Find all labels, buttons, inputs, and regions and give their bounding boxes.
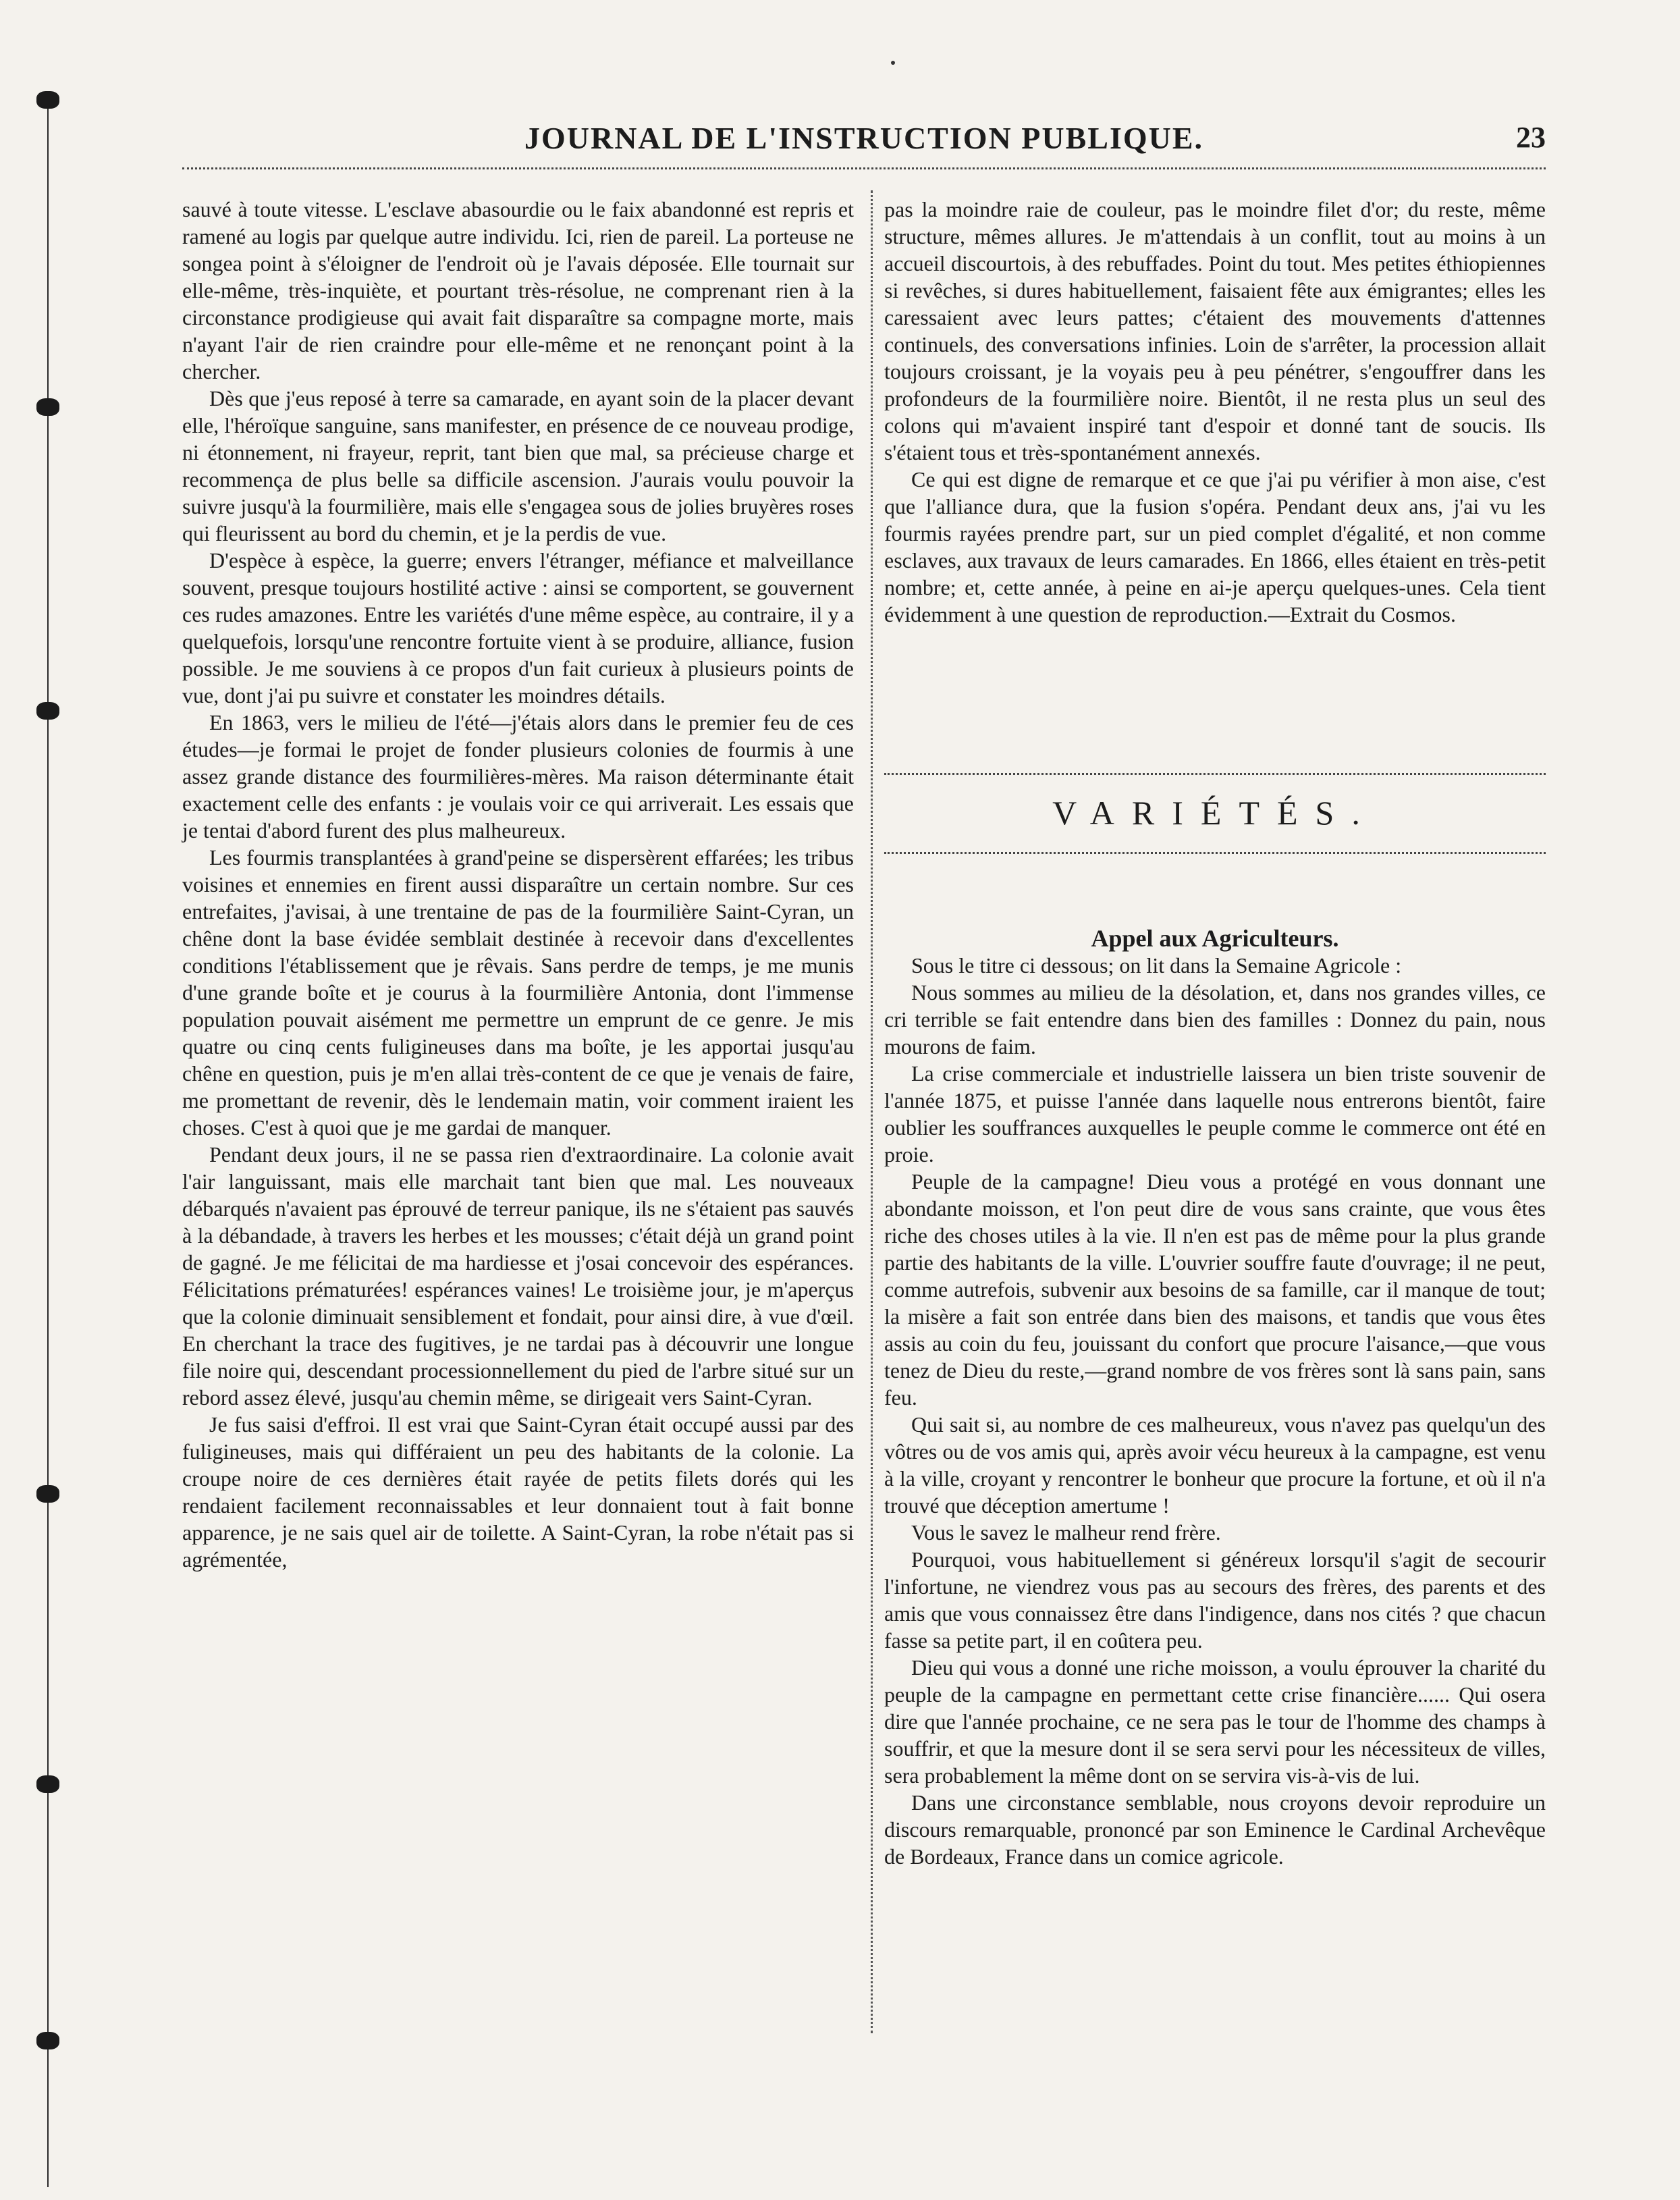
paragraph: Nous sommes au milieu de la désolation, et, dans nos grandes villes, ce cri terrible se fait entendre dans bien des familles : Donnez du pain, nous mourons de faim. — [884, 980, 1546, 1058]
paragraph: En 1863, vers le milieu de l'été—j'étais alors dans le premier feu de ces études—je formai le projet de fonder plusieurs colonies de fourmis à une assez grande distance des fourmilières-mères. Ma raison déterminante était exactement celle des enfants : je voulais voir ce qui arriverait. Les essais que je tentai d'abord furent des plus malheureux. — [182, 710, 854, 842]
binding-mark — [36, 1485, 59, 1503]
journal-title: JOURNAL DE L'INSTRUCTION PUBLIQUE. — [524, 121, 1204, 155]
paragraph: sauvé à toute vitesse. L'esclave abasourdie ou le faix abandonné est repris et ramené au logis par quelque autre individu. Ici, rien de pareil. La porteuse ne songea point à s'éloigner de l'endroit où je l'avais déposée. Elle tournait sur elle-même, très-inquiète, et pourtant très-résolue, ne comprenant rien à la circonstance prodigieuse qui avait fait disparaître sa compagne morte, mais n'ayant l'air de rien craindre pour elle-même et ne renonçant point à la chercher. — [182, 197, 854, 383]
section-rule-top — [884, 773, 1546, 775]
article-title: Appel aux Agriculteurs. — [1091, 925, 1339, 952]
paragraph: La crise commerciale et industrielle laissera un bien triste souvenir de l'année 1875, et puisse l'année dans laquelle nous entrerons bientôt, faire oublier les souffrances auxquelles le peuple comme le commerce ont été en proie. — [884, 1061, 1546, 1166]
paragraph: Vous le savez le malheur rend frère. — [911, 1520, 1221, 1545]
paragraph: Pourquoi, vous habituellement si généreux lorsqu'il s'agit de secourir l'infortune, ne viendrez vous pas au secours des frères, des parents et des amis que vous connaissez être dans l'indigence, dans nos cités ? que chacun fasse sa petite part, il en coûtera peu. — [884, 1547, 1546, 1653]
paragraph: Je fus saisi d'effroi. Il est vrai que Saint-Cyran était occupé aussi par des fuligineuses, mais qui différaient un peu des habitants de la colonie. La croupe noire de ces dernières était rayée de petits filets dorés qui les rendaient facilement reconnaissables et leur donnaient tout à fait bonne apparence, je ne sais quel air de toilette. A Saint-Cyran, la robe n'était pas si agrémentée, — [182, 1412, 854, 1572]
paragraph: pas la moindre raie de couleur, pas le moindre filet d'or; du reste, même structure, mêmes allures. Je m'attendais à un conflit, tout au moins à un accueil discourtois, à des rebuffades. Point du tout. Mes petites éthiopiennes si revêches, si dures habituellement, faisaient fête aux émigrantes; elles les caressaient avec leurs pattes; c'étaient des mouvements d'attennes continuels, des conversations infinies. Loin de s'arrêter, la procession allait toujours croissant, je la voyais peu à peu pénétrer, s'engouffrer dans les profondeurs de la fourmilière noire. Bientôt, il ne resta plus un seul des colons qui m'avaient inspiré tant d'espoir et donné tant de soucis. Ils s'étaient tous et très-spontanément annexés. — [884, 197, 1546, 464]
paragraph: Ce qui est digne de remarque et ce que j'ai pu vérifier à mon aise, c'est que l'alliance dura, que la fusion s'opéra. Pendant deux ans, j'ai vu les fourmis rayées prendre part, sur un pied complet d'égalité, et non comme esclaves, aux travaux de leurs camarades. En 1866, elles étaient en très-petit nombre; et, cette année, à peine en ai-je aperçu quelques-unes. Cela tient évidemment à une question de reproduction.—Extrait du Cosmos. — [884, 467, 1546, 626]
page-header — [182, 120, 1546, 161]
page-number: 23 — [1516, 121, 1546, 154]
binding-mark — [36, 398, 59, 416]
section-title: VARIÉTÉS. — [1052, 794, 1378, 832]
paragraph: Pendant deux jours, il ne se passa rien d'extraordinaire. La colonie avait l'air languissant, mais elle marchait tant bien que mal. Les nouveaux débarqués n'avaient pas éprouvé de terreur panique, ils ne s'étaient pas sauvés à la débandade, à travers les herbes et les mousses; c'était déjà un grand point de gagné. Je me félicitai de ma hardiesse et j'osai concevoir des espérances. Félicitations prématurées! espérances vaines! Le troisième jour, je m'aperçus que la colonie diminuait sensiblement et fondait, pour ainsi dire, à vue d'œil. En cherchant la trace des fugitives, je ne tardai pas à découvrir une longue file noire qui, descendant processionnellement du pied de l'arbre situé sur un rebord assez élevé, jusqu'au chemin même, se dirigeait vers Saint-Cyran. — [182, 1142, 854, 1410]
right-column-top — [884, 196, 1546, 628]
paragraph: D'espèce à espèce, la guerre; envers l'étranger, méfiance et malveillance souvent, presque toujours hostilité active : ainsi se comportent, se gouvernent ces rudes amazones. Entre les variétés d'une même espèce, au contraire, il y a quelquefois, lorsqu'une rencontre fortuite vient à se produire, alliance, fusion possible. Je me souviens à ce propos d'un fait curieux à plusieurs points de vue, dont j'ai pu suivre et constater les moindres détails. — [182, 548, 854, 707]
binding-mark — [36, 2032, 59, 2049]
right-column-bottom — [884, 925, 1546, 1870]
binding-mark — [36, 91, 59, 109]
paragraph: Dans une circonstance semblable, nous croyons devoir reproduire un discours remarquable, prononcé par son Eminence le Cardinal Archevêque de Bordeaux, France dans un comice agricole. — [884, 1790, 1546, 1869]
print-speck — [891, 61, 895, 65]
header-rule — [182, 167, 1546, 169]
column-separator — [871, 190, 873, 2033]
paragraph: Sous le titre ci dessous; on lit dans la Semaine Agricole : — [911, 953, 1402, 977]
paragraph: Les fourmis transplantées à grand'peine se dispersèrent effarées; les tribus voisines et ennemies en firent aussi disparaître un certain nombre. Sur ces entrefaites, j'avisai, à une trentaine de pas de la fourmilière Saint-Cyran, un chêne dont la base évidée semblait destinée à recevoir dans d'excellentes conditions l'établissement que je rêvais. Sans perdre de temps, je me munis d'une grande boîte et je courus à la fourmilière Antonia, dont l'immense population pouvait aisément me permettre un emprunt de ce genre. Je mis quatre ou cinq cents fuligineuses dans ma boîte, je les apportai jusqu'au chêne en question, puis je m'en allai très-content de ce que je venais de faire, me promettant de revenir, dès le lendemain matin, voir comment iraient les choses. C'est à quoi que je me gardai de manquer. — [182, 845, 854, 1139]
paragraph: Dès que j'eus reposé à terre sa camarade, en ayant soin de la placer devant elle, l'héroïque sanguine, sans manifester, en présence de ce nouveau prodige, ni étonnement, ni frayeur, reprit, tant bien que mal, sa précieuse charge et recommença de plus belle sa difficile ascension. J'aurais voulu pouvoir la suivre jusqu'à la fourmilière, mais elle s'engagea sous de jolies bruyères roses qui fleurissent au bord du chemin, et je la perdis de vue. — [182, 386, 854, 545]
left-column — [182, 196, 854, 1573]
section-rule-bottom — [884, 852, 1546, 854]
paragraph: Dieu qui vous a donné une riche moisson, a voulu éprouver la charité du peuple de la campagne en permettant cette crise financière...... Qui osera dire que l'année prochaine, ce ne sera pas le tour de l'homme des champs à souffrir, et que la mesure dont il se sera servi pour les nécessiteux de villes, sera probablement la même dont on se servira vis-à-vis de lui. — [884, 1655, 1546, 1788]
binding-mark — [36, 1775, 59, 1793]
paragraph: Qui sait si, au nombre de ces malheureux, vous n'avez pas quelqu'un des vôtres ou de vos amis qui, après avoir vécu heureux à la campagne, est venu à la ville, croyant y rencontrer le bonheur que procure la fortune, et où il n'a trouvé que déception amertume ! — [884, 1412, 1546, 1518]
paragraph: Peuple de la campagne! Dieu vous a protégé en vous donnant une abondante moisson, et l'on peut dire de vous sans crainte, que vous êtes riche des choses utiles à la vie. Il n'en est pas de même pour la plus grande partie des habitants de la ville. L'ouvrier souffre faute d'ouvrage; il ne peut, comme autrefois, subvenir aux besoins de sa famille, car il manque de tout; la misère a fait son entrée dans bien des maisons, et tandis que vous êtes assis au coin du feu, jouissant du confort que procure l'aisance,—que vous tenez de Dieu du reste,—grand nombre de vos frères sont là sans pain, sans feu. — [884, 1169, 1546, 1410]
binding-mark — [36, 702, 59, 720]
